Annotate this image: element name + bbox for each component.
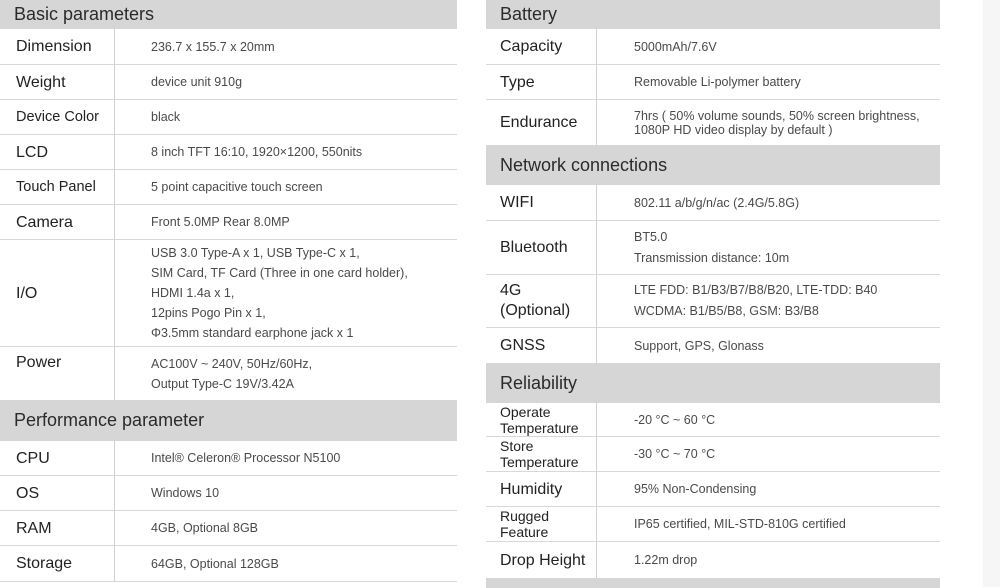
spec-value-line: 236.7 x 155.7 x 20mm [151,39,275,54]
spec-label: Camera [0,205,115,239]
spec-value-line: 7hrs ( 50% volume sounds, 50% screen brightness, [634,108,920,123]
spec-label: OS [0,476,115,510]
spec-label: GNSS [486,328,597,363]
spec-value-line: LTE FDD: B1/B3/B7/B8/B20, LTE-TDD: B40 [634,283,878,297]
spec-value-line: Output Type-C 19V/3.42A [151,376,294,391]
spec-label: LCD [0,135,115,169]
spec-label: RAM [0,511,115,545]
spec-row-io [0,240,457,347]
spec-label: CPU [0,441,115,475]
scrollbar[interactable] [983,0,1000,587]
spec-value-line: WCDMA: B1/B5/B8, GSM: B3/B8 [634,304,819,318]
spec-value-line: 64GB, Optional 128GB [151,556,279,571]
spec-value-line: Front 5.0MP Rear 8.0MP [151,215,290,229]
spec-value-line: 802.11 a/b/g/n/ac (2.4G/5.8G) [634,195,800,210]
spec-value-line: HDMI 1.4a x 1, [151,286,235,300]
spec-value [597,185,940,220]
spec-label: 4G (Optional) [486,275,597,327]
spec-value [597,403,940,436]
spec-row-weight [0,65,457,100]
spec-label: I/O [0,240,115,346]
spec-label: Power [0,347,115,400]
spec-value-line: black [151,110,181,124]
spec-value-line: IP65 certified, MIL-STD-810G certified [634,517,846,531]
spec-value [597,472,940,506]
spec-row-device-color [0,100,457,135]
spec-row-wifi [486,185,940,221]
spec-value [115,546,457,581]
spec-label: Operate Temperature [486,403,597,436]
spec-row-bluetooth [486,221,940,275]
spec-value [597,65,940,99]
spec-value [115,240,457,346]
spec-value [597,328,940,363]
spec-value-line: Support, GPS, Glonass [634,338,764,353]
spec-row-storage [0,546,457,582]
section-header-reliability: Reliability [486,363,940,403]
spec-value [115,100,457,134]
spec-value-line: USB 3.0 Type-A x 1, USB Type-C x 1, [151,246,360,260]
spec-value-line: -30 °C ~ 70 °C [634,447,716,461]
right-spec-column [486,0,940,588]
spec-row-power [0,347,457,400]
left-spec-column [0,0,457,582]
spec-value-line: BT5.0 [634,229,668,244]
spec-value [597,437,940,471]
spec-label: Humidity [486,472,597,506]
spec-value-line: 5 point capacitive touch screen [151,180,323,194]
spec-label: Rugged Feature [486,507,597,541]
spec-label: Weight [0,65,115,99]
spec-value-line: 1080P HD video display by default ) [634,122,833,137]
spec-value-line: AC100V ~ 240V, 50Hz/60Hz, [151,356,313,371]
spec-row-drop-height [486,542,940,578]
spec-value-line: 8 inch TFT 16:10, 1920×1200, 550nits [151,145,363,159]
spec-value [115,511,457,545]
spec-row-dimension [0,29,457,65]
spec-row-camera [0,205,457,240]
spec-value [597,100,940,145]
spec-value-line: SIM Card, TF Card (Three in one card holder), [151,266,408,280]
spec-value [597,507,940,541]
section-header-basic-parameters: Basic parameters [0,0,457,29]
spec-row-gnss [486,328,940,363]
spec-label: Device Color [0,100,115,134]
spec-row-ram [0,511,457,546]
spec-value [115,65,457,99]
spec-row-cpu [0,441,457,476]
spec-value-line: 5000mAh/7.6V [634,39,717,54]
spec-value-line: 12pins Pogo Pin x 1, [151,306,266,320]
section-header-network-connections: Network connections [486,145,940,185]
spec-value-line: Removable Li-polymer battery [634,75,801,89]
spec-value-line: Φ3.5mm standard earphone jack x 1 [151,326,354,340]
spec-label: Capacity [486,29,597,64]
spec-row-os [0,476,457,511]
section-header-performance-parameter: Performance parameter [0,400,457,441]
spec-value [115,170,457,204]
spec-value-line: Transmission distance: 10m [634,250,790,265]
spec-value-line: -20 °C ~ 60 °C [634,412,716,427]
spec-row-rugged-feature [486,507,940,542]
spec-value [115,205,457,239]
spec-label: Dimension [0,29,115,64]
spec-value [115,29,457,64]
spec-label: Storage [0,546,115,581]
spec-value-line: device unit 910g [151,75,243,89]
spec-row-capacity [486,29,940,65]
spec-value-line: 95% Non-Condensing [634,482,757,496]
spec-label: Drop Height [486,542,597,578]
spec-row-type [486,65,940,100]
spec-value-line: 4GB, Optional 8GB [151,521,259,535]
spec-row-store-temperature [486,437,940,472]
spec-label: Store Temperature [486,437,597,471]
spec-label: Type [486,65,597,99]
spec-label: Bluetooth [486,221,597,274]
spec-value-line: 1.22m drop [634,553,698,567]
spec-row-lcd [0,135,457,170]
spec-value [115,441,457,475]
spec-value [597,29,940,64]
spec-value [115,347,457,400]
spec-value-line: Windows 10 [151,486,220,500]
spec-value [597,542,940,578]
spec-value [597,275,940,327]
spec-row-humidity [486,472,940,507]
spec-value [115,135,457,169]
spec-label: WIFI [486,185,597,220]
spec-value [115,476,457,510]
section-header-battery: Battery [486,0,940,29]
spec-label: Touch Panel [0,170,115,204]
spec-row-operate-temperature [486,403,940,437]
spec-row-4g [486,275,940,328]
spec-value [597,221,940,274]
spec-value-line: Intel® Celeron® Processor N5100 [151,451,341,465]
spec-row-touch-panel [0,170,457,205]
spec-row-endurance [486,100,940,145]
spec-label: Endurance [486,100,597,145]
